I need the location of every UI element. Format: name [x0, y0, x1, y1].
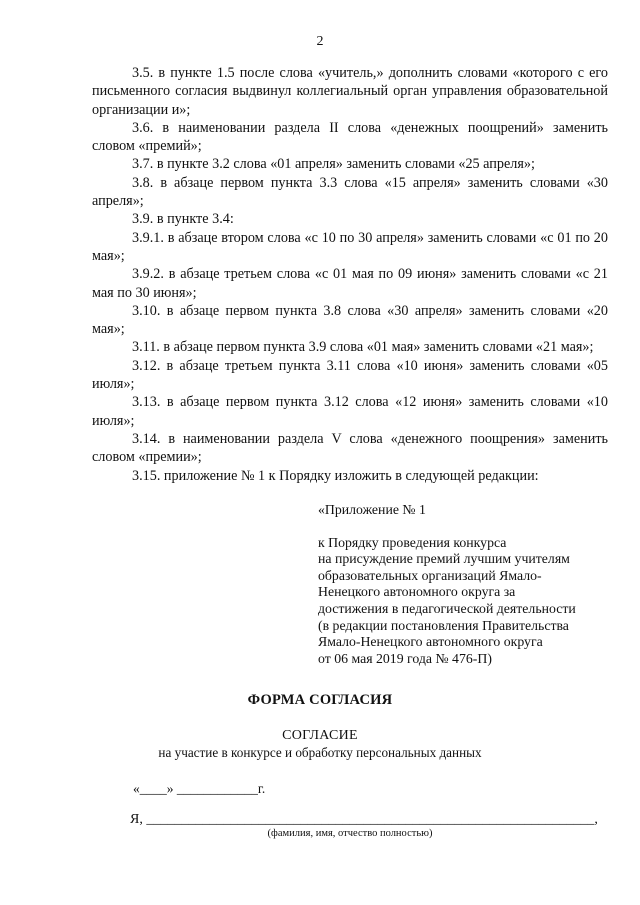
paragraph-3-6: 3.6. в наименовании раздела II слова «денежных поощрений» заменить словом «премий»;	[92, 119, 608, 155]
appendix-line: Ненецкого автономного округа за	[318, 584, 516, 600]
page-number: 2	[316, 34, 324, 49]
paragraph-3-8: 3.8. в абзаце первом пункта 3.3 слова «15 апреля» заменить словами «30 апреля»;	[92, 174, 608, 210]
appendix-line: (в редакции постановления Правительства	[318, 617, 569, 633]
name-blank-line: Я, ________________________________________________________________,	[130, 812, 598, 827]
paragraph-3-13: 3.13. в абзаце первом пункта 3.12 слова «12 июня» заменить словами «10 июля»;	[92, 394, 608, 429]
appendix-line: от 06 мая 2019 года № 476-П)	[318, 650, 492, 666]
paragraph-3-14: 3.14. в наименовании раздела V слова «денежного поощрения» заменить словом «премии»;	[92, 430, 608, 466]
paragraph-3-9: 3.9. в пункте 3.4:	[132, 211, 234, 228]
appendix-header	[318, 502, 618, 667]
paragraph-3-5: 3.5. в пункте 1.5 после слова «учитель,» дополнить словами «которого с его письменного согласия выдвинул коллегиальный орган управления образовательной организации и»;	[92, 65, 608, 118]
paragraph-3-15: 3.15. приложение № 1 к Порядку изложить в следующей редакции:	[132, 467, 539, 484]
paragraph-3-9-2: 3.9.2. в абзаце третьем слова «с 01 мая по 09 июня» заменить словами «с 21 мая по 30 июня»;	[92, 266, 608, 301]
appendix-title: «Приложение № 1	[318, 502, 426, 517]
paragraph-3-10: 3.10. в абзаце первом пункта 3.8 слова «30 апреля» заменить словами «20 мая»;	[92, 302, 608, 338]
amendments-list	[92, 64, 608, 485]
consent-title: СОГЛАСИЕ	[282, 728, 358, 743]
consent-subtitle: на участие в конкурсе и обработку персональных данных	[158, 745, 482, 760]
appendix-line: к Порядку проведения конкурса	[318, 534, 507, 550]
appendix-line: Ямало-Ненецкого автономного округа	[318, 634, 543, 650]
name-caption: (фамилия, имя, отчество полностью)	[267, 828, 433, 839]
appendix-line: образовательных организаций Ямало-	[318, 567, 542, 583]
paragraph-3-11: 3.11. в абзаце первом пункта 3.9 слова «01 мая» заменить словами «21 мая»;	[132, 339, 594, 356]
paragraph-3-7: 3.7. в пункте 3.2 слова «01 апреля» заменить словами «25 апреля»;	[132, 156, 535, 173]
appendix-line: на присуждение премий лучшим учителям	[318, 551, 570, 567]
form-title: ФОРМА СОГЛАСИЯ	[247, 692, 393, 708]
paragraph-3-12: 3.12. в абзаце третьем пункта 3.11 слова «10 июня» заменить словами «05 июля»;	[92, 357, 608, 393]
date-blank-line: «____» ____________г.	[133, 781, 266, 796]
appendix-line: достижения в педагогической деятельности	[318, 600, 576, 616]
paragraph-3-9-1: 3.9.1. в абзаце втором слова «с 10 по 30 апреля» заменить словами «с 01 по 20 мая»;	[92, 229, 608, 264]
